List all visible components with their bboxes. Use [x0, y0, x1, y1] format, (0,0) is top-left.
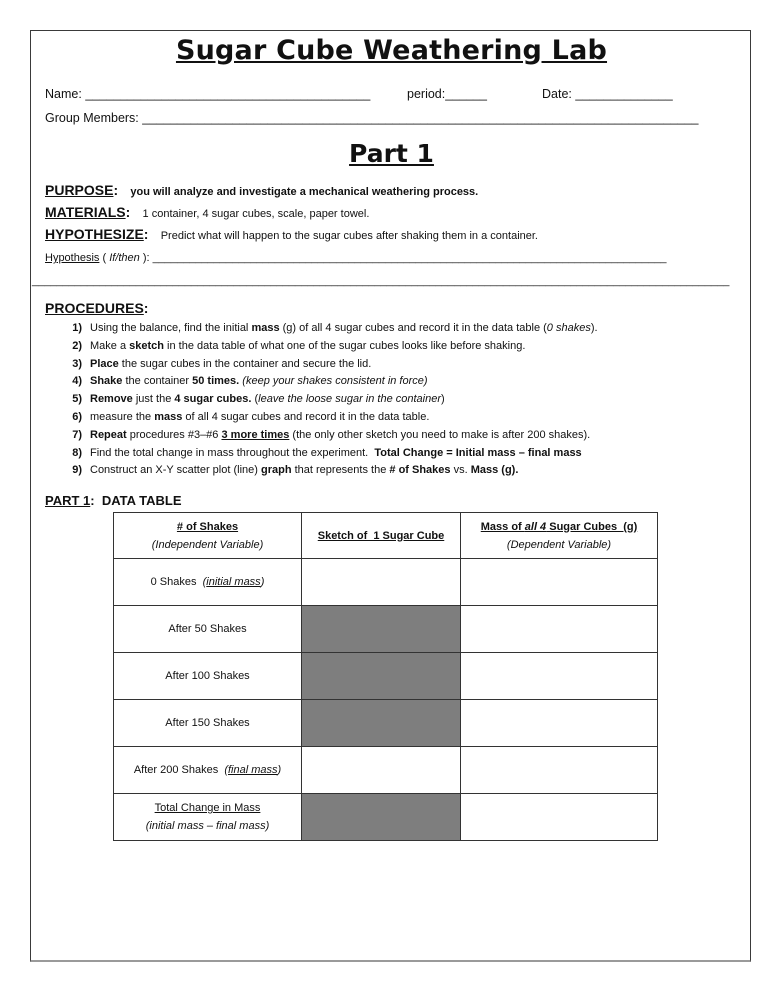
row-label: After 150 Shakes — [114, 700, 302, 747]
hypothesis-blank-2[interactable]: __________________________________________________________________________________________________________________ — [32, 275, 730, 287]
name-label: Name: — [45, 87, 82, 101]
row-label: 0 Shakes (initial mass) — [114, 559, 302, 606]
table-header-row — [114, 513, 658, 559]
hypothesis-field[interactable] — [45, 252, 667, 264]
part-title: Part 1 — [349, 139, 434, 168]
step-number: 6) — [72, 410, 82, 423]
date-field[interactable] — [542, 87, 673, 101]
name-field[interactable] — [45, 87, 370, 101]
procedures-list — [53, 320, 598, 480]
purpose-label: PURPOSE — [45, 182, 114, 198]
mass-cell[interactable] — [461, 559, 658, 606]
data-table-heading — [45, 493, 182, 508]
step-number: 9) — [72, 464, 82, 477]
procedure-step: 3) Place the sugar cubes in the container and secure the lid. — [53, 356, 598, 374]
header-sketch: Sketch of 1 Sugar Cube — [302, 513, 461, 559]
procedure-step: 7) Repeat procedures #3–#6 3 more times (the only other sketch you need to make is after 200 shakes). — [53, 427, 598, 445]
group-members-field[interactable] — [45, 111, 698, 125]
header-mass: Mass of all 4 Sugar Cubes (g) (Dependent Variable) — [461, 513, 658, 559]
sketch-cell[interactable] — [302, 559, 461, 606]
sketch-cell[interactable] — [302, 747, 461, 794]
mass-cell[interactable] — [461, 700, 658, 747]
row-label: After 50 Shakes — [114, 606, 302, 653]
hypothesis-paren: ): — [139, 252, 153, 264]
row-label: Total Change in Mass (initial mass – final mass) — [114, 794, 302, 841]
period-blank[interactable]: ______ — [445, 87, 487, 101]
procedures-label: PROCEDURES — [45, 300, 144, 316]
name-blank[interactable]: _________________________________________ — [85, 87, 371, 101]
date-label: Date: — [542, 87, 572, 101]
hypothesize-line: HYPOTHESIZE: Predict what will happen to the sugar cubes after shaking them in a container. — [45, 226, 538, 242]
sketch-cell-shaded — [302, 700, 461, 747]
mass-cell[interactable] — [461, 747, 658, 794]
sketch-cell-shaded — [302, 653, 461, 700]
procedure-step: 5) Remove just the 4 sugar cubes. (leave the loose sugar in the container) — [53, 391, 598, 409]
table-row — [114, 700, 658, 747]
hypothesis-label: Hypothesis — [45, 252, 100, 264]
procedure-step: 9) Construct an X-Y scatter plot (line) graph that represents the # of Shakes vs. Mass (g). — [53, 462, 598, 480]
hypothesis-paren: ( — [99, 252, 110, 264]
table-row — [114, 606, 658, 653]
step-number: 1) — [72, 322, 82, 334]
table-row — [114, 747, 658, 794]
table-row — [114, 653, 658, 700]
mass-cell[interactable] — [461, 653, 658, 700]
worksheet-title: Sugar Cube Weathering Lab — [175, 35, 608, 66]
worksheet-page — [30, 30, 751, 962]
procedures-heading: PROCEDURES: — [45, 300, 149, 316]
step-number: 3) — [72, 357, 82, 370]
materials-label: MATERIALS — [45, 204, 126, 220]
step-number: 5) — [72, 393, 82, 406]
step-number: 4) — [72, 375, 82, 388]
sketch-cell-shaded — [302, 794, 461, 841]
mass-cell[interactable] — [461, 606, 658, 653]
table-row — [114, 794, 658, 841]
procedure-step: 8) Find the total change in mass throughout the experiment. Total Change = Initial mass – final mass — [53, 445, 598, 463]
data-table — [113, 512, 658, 841]
row-label: After 100 Shakes — [114, 653, 302, 700]
data-table-title: : DATA TABLE — [90, 493, 182, 508]
period-field[interactable] — [407, 87, 487, 101]
group-members-blank[interactable]: ________________________________________________________________________________ — [142, 111, 699, 125]
data-table-part-label: PART 1 — [45, 493, 91, 508]
header-shakes: # of Shakes (Independent Variable) — [114, 513, 302, 559]
date-blank[interactable]: ______________ — [575, 87, 673, 101]
table-row — [114, 559, 658, 606]
materials-line: MATERIALS: 1 container, 4 sugar cubes, scale, paper towel. — [45, 204, 370, 220]
sketch-cell-shaded — [302, 606, 461, 653]
procedure-step: 1) Using the balance, find the initial mass (g) of all 4 sugar cubes and record it in the data table (0 shakes). — [53, 320, 598, 338]
period-label: period: — [407, 87, 446, 101]
row-label: After 200 Shakes (final mass) — [114, 747, 302, 794]
hypothesize-text: Predict what will happen to the sugar cubes after shaking them in a container. — [160, 230, 538, 242]
materials-text: 1 container, 4 sugar cubes, scale, paper towel. — [142, 208, 370, 220]
hypothesis-blank-1[interactable]: ____________________________________________________________________________________ — [152, 252, 667, 264]
step-number: 7) — [72, 428, 82, 441]
procedure-step: 4) Shake the container 50 times. (keep your shakes consistent in force) — [53, 373, 598, 391]
purpose-line: PURPOSE: you will analyze and investigate a mechanical weathering process. — [45, 182, 479, 198]
mass-cell[interactable] — [461, 794, 658, 841]
step-number: 2) — [72, 339, 82, 352]
purpose-text: you will analyze and investigate a mechanical weathering process. — [130, 186, 479, 198]
procedure-step: 6) measure the mass of all 4 sugar cubes and record it in the data table. — [53, 409, 598, 427]
hypothesize-label: HYPOTHESIZE — [45, 226, 144, 242]
procedure-step: 2) Make a sketch in the data table of what one of the sugar cubes looks like before shaking. — [53, 338, 598, 356]
if-then-hint: If/then — [109, 252, 140, 264]
step-number: 8) — [72, 446, 82, 459]
group-members-label: Group Members: — [45, 111, 139, 125]
